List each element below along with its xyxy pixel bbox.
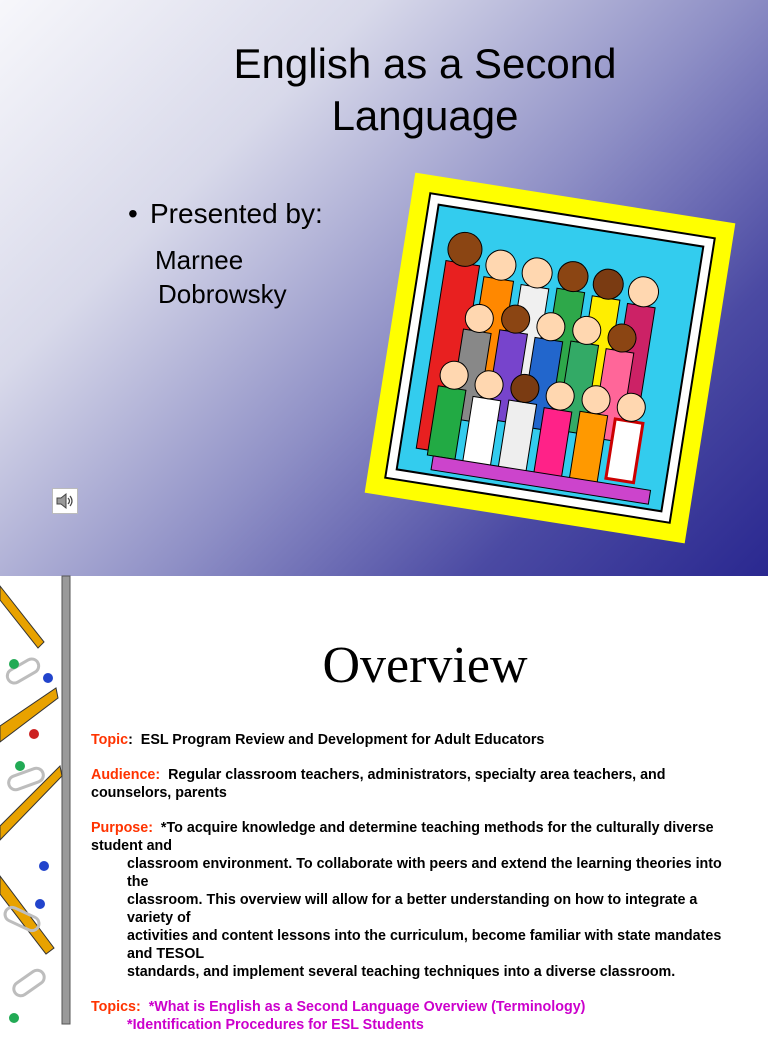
- audience-label: Audience:: [91, 767, 161, 783]
- overview-body: [91, 731, 741, 1051]
- pencil-paperclip-border: [0, 576, 72, 1024]
- purpose-paragraph: [91, 819, 741, 981]
- presenter-name: [155, 243, 287, 311]
- topics-item-1: *What is English as a Second Language Overview (Terminology): [148, 999, 586, 1015]
- speaker-icon[interactable]: [52, 488, 78, 514]
- presenter-last-name: Dobrowsky: [158, 279, 287, 309]
- purpose-line-3: classroom. This overview will allow for a better understanding on how to integrate a variety of: [127, 892, 698, 926]
- overview-slide: [0, 576, 768, 1033]
- presenter-bullet: [128, 198, 323, 230]
- topic-label: Topic: [91, 732, 129, 748]
- topics-item-2: *Identification Procedures for ESL Students: [127, 1017, 424, 1033]
- purpose-line-4: activities and content lessons into the curriculum, become familiar with state mandates and TESOL: [127, 928, 722, 962]
- purpose-line-5: standards, and implement several teaching techniques into a diverse classroom.: [127, 964, 676, 980]
- overview-title: Overview: [322, 637, 528, 694]
- slide-title: English as a Second Language: [233, 40, 617, 139]
- topics-paragraph: [91, 998, 741, 1034]
- group-of-children-clipart: [360, 168, 740, 548]
- topic-colon: :: [128, 732, 133, 748]
- presented-by-label: Presented by:: [150, 198, 323, 229]
- presenter-first-name: Marnee: [155, 245, 244, 275]
- purpose-label: Purpose:: [91, 820, 153, 836]
- bullet-marker: •: [128, 198, 138, 229]
- topics-label: Topics:: [91, 999, 141, 1015]
- audience-text: Regular classroom teachers, administrators, specialty area teachers, and counselors, parents: [91, 767, 666, 801]
- purpose-line-1: *To acquire knowledge and determine teaching methods for the culturally diverse student and: [91, 820, 714, 854]
- purpose-line-2: classroom environment. To collaborate with peers and extend the learning theories into the: [127, 856, 722, 890]
- audience-paragraph: [91, 766, 741, 802]
- topic-text: ESL Program Review and Development for Adult Educators: [140, 732, 545, 748]
- topic-paragraph: [91, 731, 741, 749]
